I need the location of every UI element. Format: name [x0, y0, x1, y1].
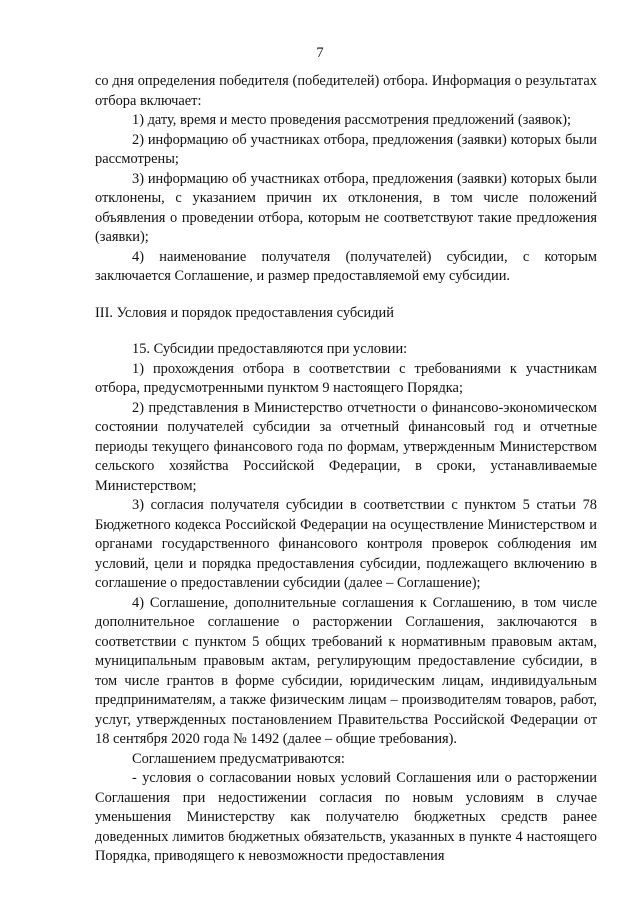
- list-item-agreement-terms: - условия о согласовании новых условий Соглашения или о расторжении Соглашения при недостижении согласия по новым условиям в случае уменьшения Министерству как получателю бюджетных средств ранее доведенных лимитов бюджетных обязательств, указанных в пункте 4 настоящего Порядка, приводящего к невозможности предоставления: [95, 770, 597, 864]
- list-item-results-4: 4) наименование получателя (получателей) субсидии, с которым заключается Соглашение, и размер предоставляемой ему субсидии.: [95, 248, 597, 284]
- list-item-condition-2: 2) представления в Министерство отчетности о финансово-экономическом состоянии получателей субсидии за отчетный финансовый год и отчетные периоды текущего финансового года по формам, утвержденным Министерством сельского хозяйства Российской Федерации, в сроки, устанавливаемые Министерством;: [95, 399, 597, 494]
- list-item-condition-1: 1) прохождения отбора в соответствии с требованиями к участникам отбора, предусмотренными пунктом 9 настоящего Порядка;: [95, 360, 597, 396]
- list-item-condition-4: 4) Соглашение, дополнительные соглашения к Соглашению, в том числе дополнительное соглашение о расторжении Соглашения, заключаются в соответствии с пунктом 5 общих требований к нормативным правовым актам, муниципальным правовым актам, регулирующим предоставление субсидии, в том числе грантов в форме субсидии, юридическим лицам, индивидуальным предпринимателям, а также физическим лицам – производителям товаров, работ, услуг, утвержденных постановлением Правительства Российской Федерации от 18 сентября 2020 года № 1492 (далее – общие требования).: [95, 594, 597, 747]
- list-item-results-1: 1) дату, время и место проведения рассмотрения предложений (заявок);: [132, 112, 571, 128]
- list-item-results-3: 3) информацию об участниках отбора, предложения (заявки) которых были отклонены, с указанием причин их отклонения, в том числе положений объявления о проведении отбора, которым не соответствуют такие предложения (заявки);: [95, 170, 597, 245]
- paragraph-agreement-provides: Соглашением предусматриваются:: [132, 750, 345, 767]
- page-number: 7: [316, 45, 324, 61]
- document-body: [95, 72, 597, 867]
- list-item-results-2: 2) информацию об участниках отбора, предложения (заявки) которых были рассмотрены;: [95, 131, 597, 167]
- list-item-condition-3: 3) согласия получателя субсидии в соответствии с пунктом 5 статьи 78 Бюджетного кодекса Российской Федерации на осуществление Министерством и органами государственного финансового контроля проверок соблюдения им условий, цели и порядка предоставления субсидии, подлежащего включению в соглашение о предоставлении субсидии (далее – Соглашение);: [95, 497, 597, 591]
- paragraph-clause-15: 15. Субсидии предоставляются при условии:: [132, 341, 408, 357]
- section-heading: III. Условия и порядок предоставления субсидий: [95, 304, 394, 321]
- paragraph-results-intro: со дня определения победителя (победителей) отбора. Информация о результатах отбора включает:: [95, 73, 597, 109]
